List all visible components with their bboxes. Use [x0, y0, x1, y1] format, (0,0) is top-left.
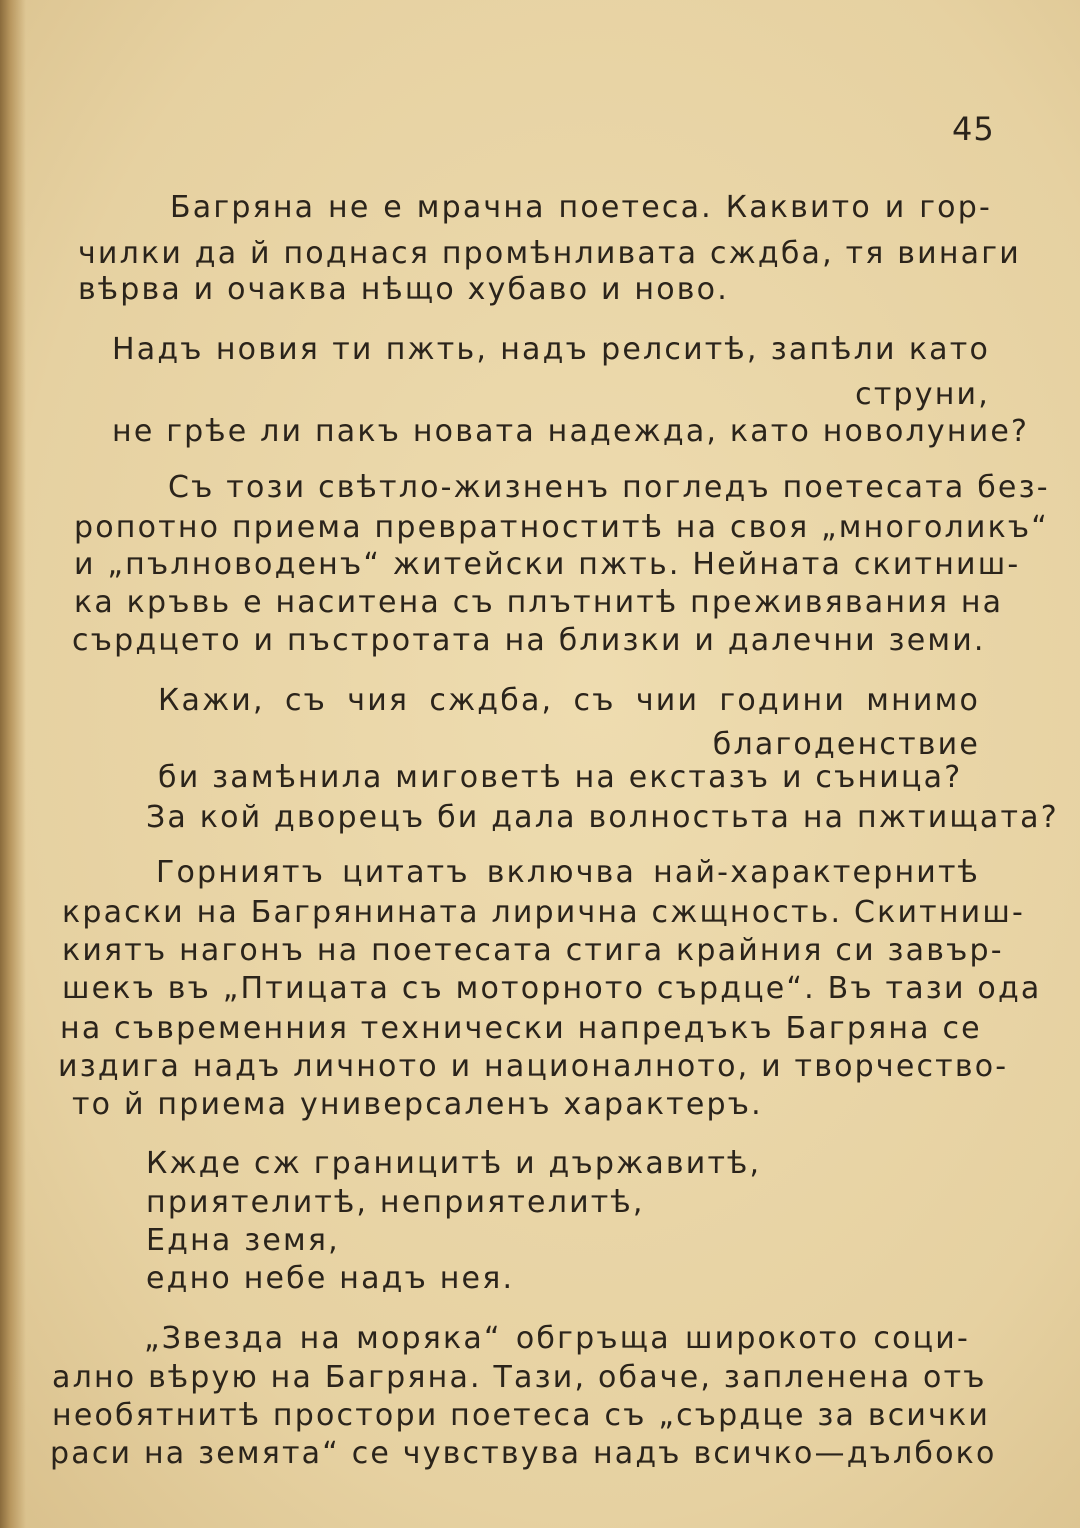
text-line: киятъ нагонъ на поетесата стига крайния си завър-	[62, 933, 1004, 968]
page-gutter-shadow	[0, 0, 26, 1528]
text-line: „Звезда на моряка“ обгръща широкото соци-	[144, 1321, 970, 1356]
verse-line: Кажи, съ чия сждба, съ чии години мнимо	[158, 683, 980, 718]
text-line: издига надъ личното и националното, и творчество-	[58, 1049, 1009, 1084]
text-line: чилки да й поднася промѣнливата сждба, тя винаги	[78, 236, 1021, 271]
text-line: на съвременния технически напредъкъ Багряна се	[60, 1011, 982, 1046]
text-line: ка кръвь е наситена съ плътнитѣ преживявания на	[74, 585, 1004, 620]
text-line: краски на Багрянината лирична сжщность. Скитниш-	[62, 895, 1026, 930]
text-line: Багряна не е мрачна поетеса. Каквито и гор-	[170, 190, 992, 225]
text-line: шекъ въ „Птицата съ моторното сърдце“. Въ тази ода	[62, 971, 1042, 1006]
text-line: сърдцето и пъстротата на близки и далечни земи.	[72, 623, 986, 658]
verse-line: едно небе надъ нея.	[146, 1261, 515, 1296]
text-line: Горниятъ цитатъ включва най-характернитѣ	[156, 855, 980, 890]
verse-line: приятелитѣ, неприятелитѣ,	[146, 1185, 645, 1220]
page-number: 45	[952, 110, 995, 148]
verse-line: благоденствие	[712, 727, 980, 762]
text-line: Съ този свѣтло-жизненъ погледъ поетесата без-	[168, 470, 1050, 505]
text-line: и „пълноводенъ“ житейски пжть. Нейната скитниш-	[74, 547, 1021, 582]
verse-line: би замѣнила миговетѣ на екстазъ и съница?	[158, 760, 963, 795]
verse-line: Кжде сж границитѣ и държавитѣ,	[146, 1146, 762, 1181]
verse-line: За кой дворецъ би дала волностьта на пжтищата?	[146, 800, 1059, 835]
verse-line: не грѣе ли пакъ новата надежда, като новолуние?	[112, 414, 1030, 449]
verse-line: струни,	[855, 377, 990, 412]
text-line: раси на земята“ се чувствува надъ всичко—дълбоко	[50, 1436, 997, 1471]
text-line: то й приема универсаленъ характеръ.	[72, 1087, 763, 1122]
text-line: вѣрва и очаква нѣщо хубаво и ново.	[78, 272, 729, 307]
text-line: необятнитѣ простори поетеса съ „сърдце за всички	[52, 1398, 991, 1433]
text-line: ропотно приема превратноститѣ на своя „многоликъ“	[74, 510, 1050, 545]
verse-line: Една земя,	[146, 1223, 340, 1258]
verse-line: Надъ новия ти пжть, надъ релситѣ, запѣли като	[112, 332, 990, 367]
text-line: ално вѣрую на Багряна. Тази, обаче, запленена отъ	[52, 1360, 987, 1395]
